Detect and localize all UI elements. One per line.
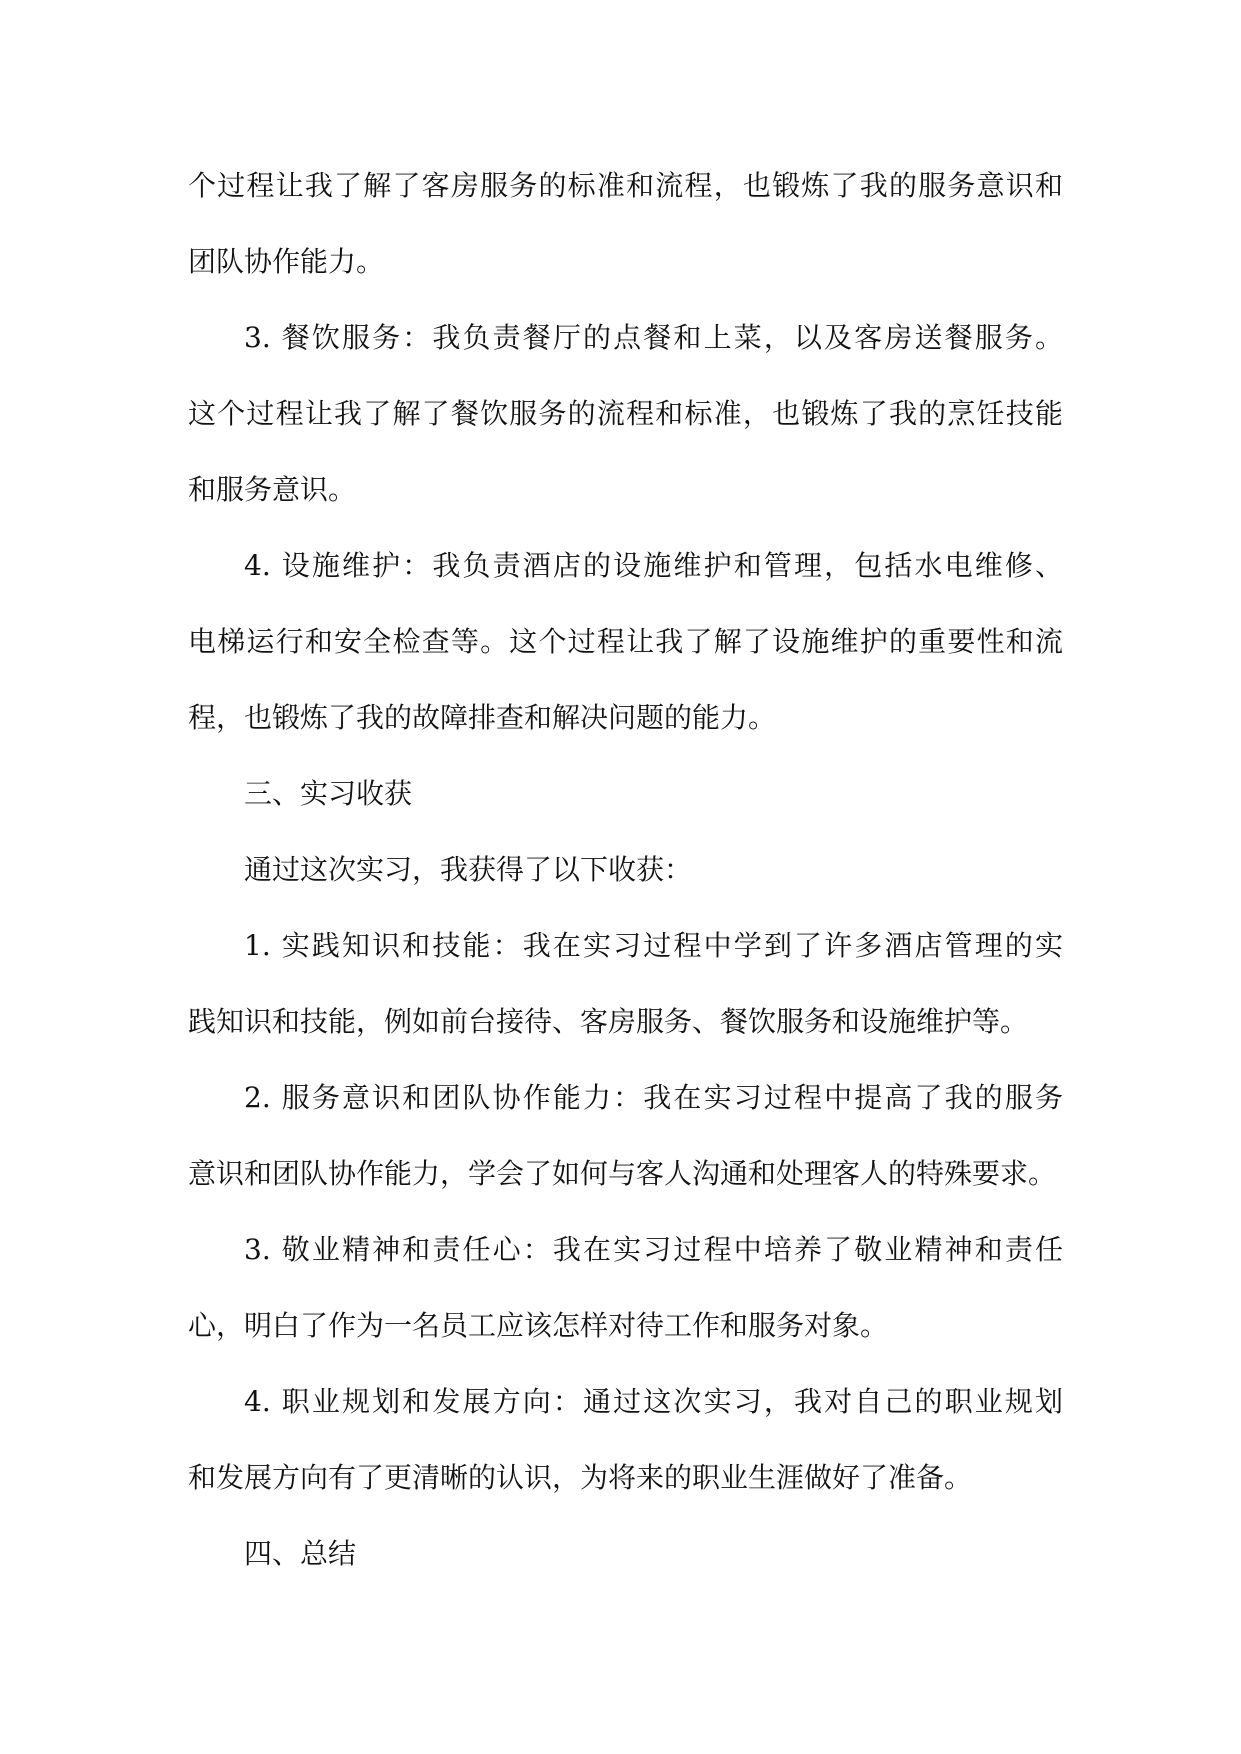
text-line: 电梯运行和安全检查等。这个过程让我了解了设施维护的重要性和流 bbox=[188, 625, 1063, 658]
list-item-line: 3. 餐饮服务：我负责餐厅的点餐和上菜，以及客房送餐服务。 bbox=[244, 321, 1063, 354]
text-line: 程，也锻炼了我的故障排查和解决问题的能力。 bbox=[188, 701, 777, 734]
list-item-line: 4. 职业规划和发展方向：通过这次实习，我对自己的职业规划 bbox=[244, 1385, 1063, 1418]
text-line: 心，明白了作为一名员工应该怎样对待工作和服务对象。 bbox=[188, 1309, 889, 1342]
text-line: 践知识和技能，例如前台接待、客房服务、餐饮服务和设施维护等。 bbox=[188, 1005, 1029, 1038]
list-item-line: 4. 设施维护：我负责酒店的设施维护和管理，包括水电维修、 bbox=[244, 549, 1063, 582]
text-line: 和发展方向有了更清晰的认识，为将来的职业生涯做好了准备。 bbox=[188, 1461, 973, 1494]
document-body bbox=[188, 148, 1063, 1592]
text-line: 这个过程让我了解了餐饮服务的流程和标准，也锻炼了我的烹饪技能 bbox=[188, 397, 1063, 430]
list-item-line: 2. 服务意识和团队协作能力：我在实习过程中提高了我的服务 bbox=[244, 1081, 1063, 1114]
section-heading: 四、总结 bbox=[244, 1537, 357, 1570]
text-line: 个过程让我了解了客房服务的标准和流程，也锻炼了我的服务意识和 bbox=[188, 169, 1063, 202]
list-item-line: 3. 敬业精神和责任心：我在实习过程中培养了敬业精神和责任 bbox=[244, 1233, 1063, 1266]
text-line: 和服务意识。 bbox=[188, 473, 357, 506]
text-line: 团队协作能力。 bbox=[188, 245, 385, 278]
intro-line: 通过这次实习，我获得了以下收获： bbox=[244, 853, 693, 886]
text-line: 意识和团队协作能力，学会了如何与客人沟通和处理客人的特殊要求。 bbox=[188, 1157, 1057, 1190]
section-heading: 三、实习收获 bbox=[244, 777, 413, 810]
list-item-line: 1. 实践知识和技能：我在实习过程中学到了许多酒店管理的实 bbox=[244, 929, 1063, 962]
